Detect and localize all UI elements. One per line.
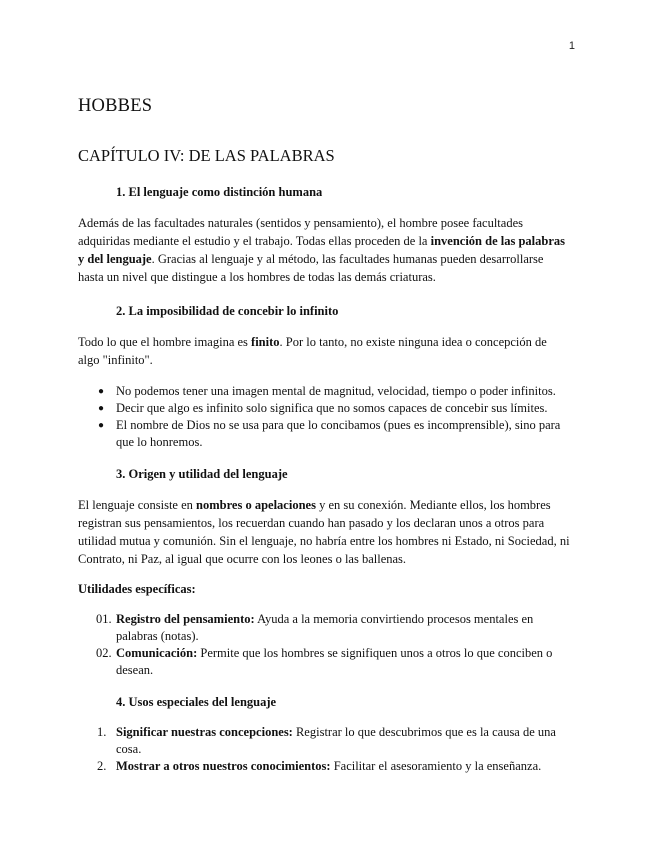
list-item — [78, 611, 570, 645]
list-item — [78, 758, 570, 775]
item-text: Permite que los hombres se signifiquen unos a otros lo que conciben o desean. — [116, 646, 553, 677]
section-2-bullet-list — [78, 383, 570, 451]
item-text: Registrar lo que descubrimos que es la causa de una cosa. — [116, 725, 556, 756]
section-2-text-c: . Por lo tanto, no existe ninguna idea o concepción de algo "infinito". — [78, 335, 547, 367]
list-item — [78, 383, 570, 400]
list-marker: 02. — [96, 646, 112, 660]
section-3-emphasis: nombres o apelaciones — [196, 498, 316, 512]
section-4-heading: 4. Usos especiales del lenguaje — [116, 695, 277, 709]
item-strong: Registro del pensamiento: — [116, 612, 255, 626]
section-2-text-a: Todo lo que el hombre imagina es — [78, 335, 252, 349]
chapter-title: CAPÍTULO IV: DE LAS PALABRAS — [78, 146, 335, 165]
list-item — [78, 724, 570, 758]
bullet-text: El nombre de Dios no se usa para que lo concibamos (pues es incomprensible), sino para que lo honremos. — [116, 418, 561, 449]
section-3-paragraph — [78, 496, 570, 568]
bullet-icon: ● — [98, 386, 105, 397]
item-strong: Significar nuestras concepciones: — [116, 725, 293, 739]
bullet-text: No podemos tener una imagen mental de magnitud, velocidad, tiempo o poder infinitos. — [116, 384, 556, 398]
section-3-heading: 3. Origen y utilidad del lenguaje — [116, 467, 288, 481]
page-number: 1 — [568, 40, 575, 52]
item-strong: Comunicación: — [116, 646, 198, 660]
section-1-paragraph — [78, 214, 570, 286]
list-item — [78, 645, 570, 679]
utilidades-heading: Utilidades específicas: — [78, 582, 196, 596]
item-text: Ayuda a la memoria convirtiendo procesos mentales en palabras (notas). — [116, 612, 534, 643]
section-3-text-c: y en su conexión. Mediante ellos, los hombres registran sus pensamientos, los recuerdan cuando han pasado y los declaran unos a otros para utilidad mutua y comunión. Sin el lenguaje, no habría entre los hombres ni Estado, ni Sociedad, ni Contrato, ni Paz, al igual que ocurre con los leones o las ballenas. — [78, 498, 570, 566]
section-2-heading: 2. La imposibilidad de concebir lo infinito — [116, 304, 339, 318]
bullet-icon: ● — [98, 403, 105, 414]
bullet-text: Decir que algo es infinito solo significa que no somos capaces de concebir sus límites. — [116, 401, 548, 415]
section-1-emphasis: invención de las palabras y del lenguaje — [78, 234, 566, 266]
bullet-icon: ● — [98, 420, 105, 431]
section-3-numbered-list — [78, 611, 570, 679]
section-2-paragraph — [78, 333, 570, 369]
section-3-text-a: El lenguaje consiste en — [78, 498, 197, 512]
list-item — [78, 417, 570, 451]
item-strong: Mostrar a otros nuestros conocimientos: — [116, 759, 331, 773]
list-marker: 2. — [97, 759, 107, 773]
section-4-numbered-list — [78, 724, 570, 775]
section-2-emphasis: finito — [251, 335, 280, 349]
item-text: Facilitar el asesoramiento y la enseñanza. — [330, 759, 542, 773]
list-marker: 1. — [97, 725, 107, 739]
section-1-text-c: . Gracias al lenguaje y al método, las facultades humanas pueden desarrollarse hasta un nivel que distingue a los hombres de todas las demás criaturas. — [78, 252, 544, 284]
section-1-text-a: Además de las facultades naturales (sentidos y pensamiento), el hombre posee facultades adquiridas mediante el estudio y el trabajo. Todas ellas proceden de la — [78, 216, 523, 248]
document-title: HOBBES — [78, 96, 153, 116]
list-marker: 01. — [96, 612, 112, 626]
list-item — [78, 400, 570, 417]
section-1-heading: 1. El lenguaje como distinción humana — [116, 185, 323, 199]
document-body — [78, 96, 570, 775]
